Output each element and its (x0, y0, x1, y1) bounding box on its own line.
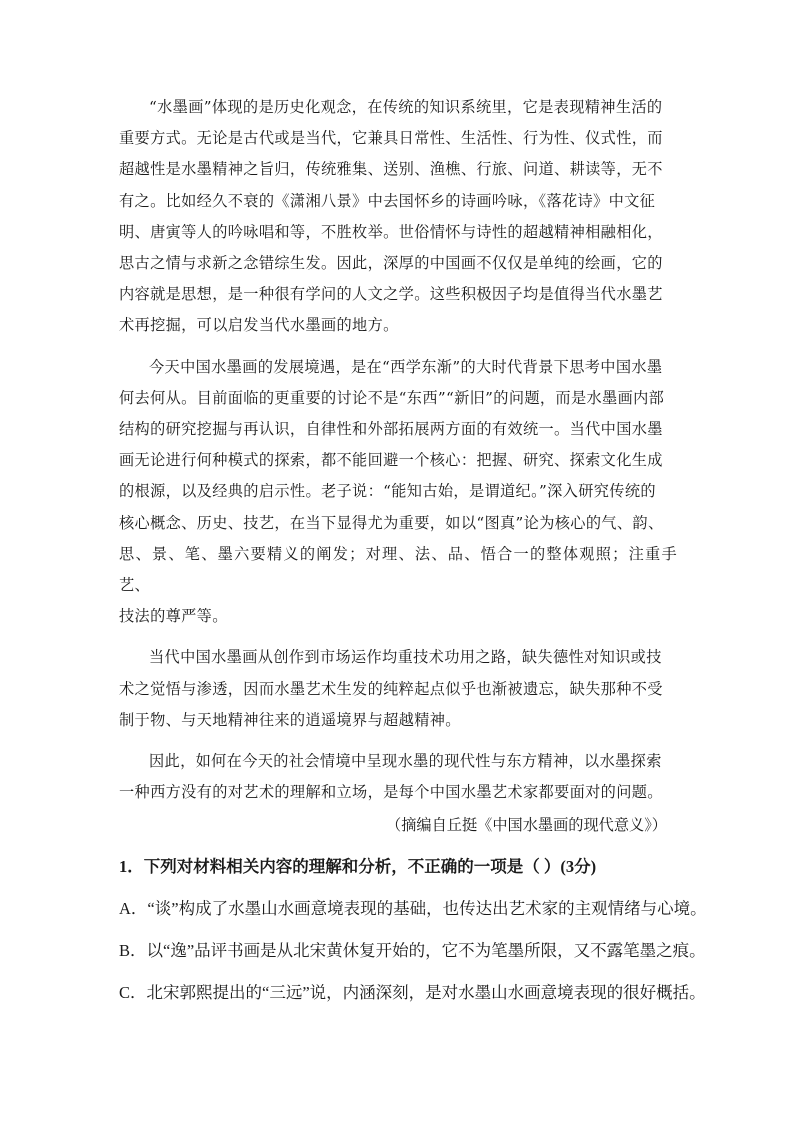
option-c[interactable]: C．北宋郭熙提出的“三远”说，内涵深刻，是对水墨山水画意境表现的很好概括。 (119, 983, 706, 1003)
option-a[interactable]: A．“谈”构成了水墨山水画意境表现的基础，也传达出艺术家的主观情绪与心境。 (119, 899, 707, 919)
passage-paragraph-1: “水墨画”体现的是历史化观念，在传统的知识系统里，它是表现精神生活的 重要方式。无论是古代或是当代，它兼具日常性、生活性、行为性、仪式性，而 超越性是水墨精神之旨归，传统雅集、送别、渔樵、行旅、问道、耕读等，无不 有之。比如经久不衰的《潇湘八景》中去国怀乡的诗画吟咏，《落花诗》中文征 明、唐寅等人的吟咏唱和等，不胜枚举。世俗情怀与诗性的超越精神相融相化， 思古之情与求新之念错综生发。因此，深厚的中国画不仅仅是单纯的绘画，它的 内容就是思想，是一种很有学问的人文之学。这些积极因子均是值得当代水墨艺 术再挖掘，可以启发当代水墨画的地方。 (119, 98, 663, 335)
passage-paragraph-3: 当代中国水墨画从创作到市场运作均重技术功用之路，缺失德性对知识或技 术之觉悟与渗透，因而水墨艺术生发的纯粹起点似乎也渐被遗忘，缺失那种不受 制于物、与天地精神往来的逍遥境界与超越精神。 (119, 648, 663, 729)
document-page (119, 92, 707, 1020)
passage-paragraph-2: 今天中国水墨画的发展境遇，是在“西学东渐”的大时代背景下思考中国水墨 何去何从。目前面临的更重要的讨论不是“东西”“新旧”的问题，而是水墨画内部 结构的研究挖掘与再认识，自律性和外部拓展两方面的有效统一。当代中国水墨 画无论进行何种模式的探索，都不能回避一个核心：把握、研究、探索文化生成 的根源，以及经典的启示性。老子说：“能知古始，是谓道纪。”深入研究传统的 核心概念、历史、技艺，在当下显得尤为重要，如以“图真”论为核心的气、韵、 思、景、笔、墨六要精义的阐发；对理、法、品、悟合一的整体观照；注重手艺、 技法的尊严等。 (119, 357, 677, 626)
passage-paragraph-4: 因此，如何在今天的社会情境中呈现水墨的现代性与东方精神，以水墨探索 一种西方没有的对艺术的理解和立场，是每个中国水墨艺术家都要面对的问题。 (119, 752, 663, 802)
passage-source: （摘编自丘挺《中国水墨画的现代意义》） (386, 816, 667, 835)
question-stem: 1．下列对材料相关内容的理解和分析，不正确的一项是（ ）(3分) (119, 857, 597, 877)
option-b[interactable]: B．以“逸”品评书画是从北宋黄休复开始的，它不为笔墨所限，又不露笔墨之痕。 (119, 941, 706, 961)
